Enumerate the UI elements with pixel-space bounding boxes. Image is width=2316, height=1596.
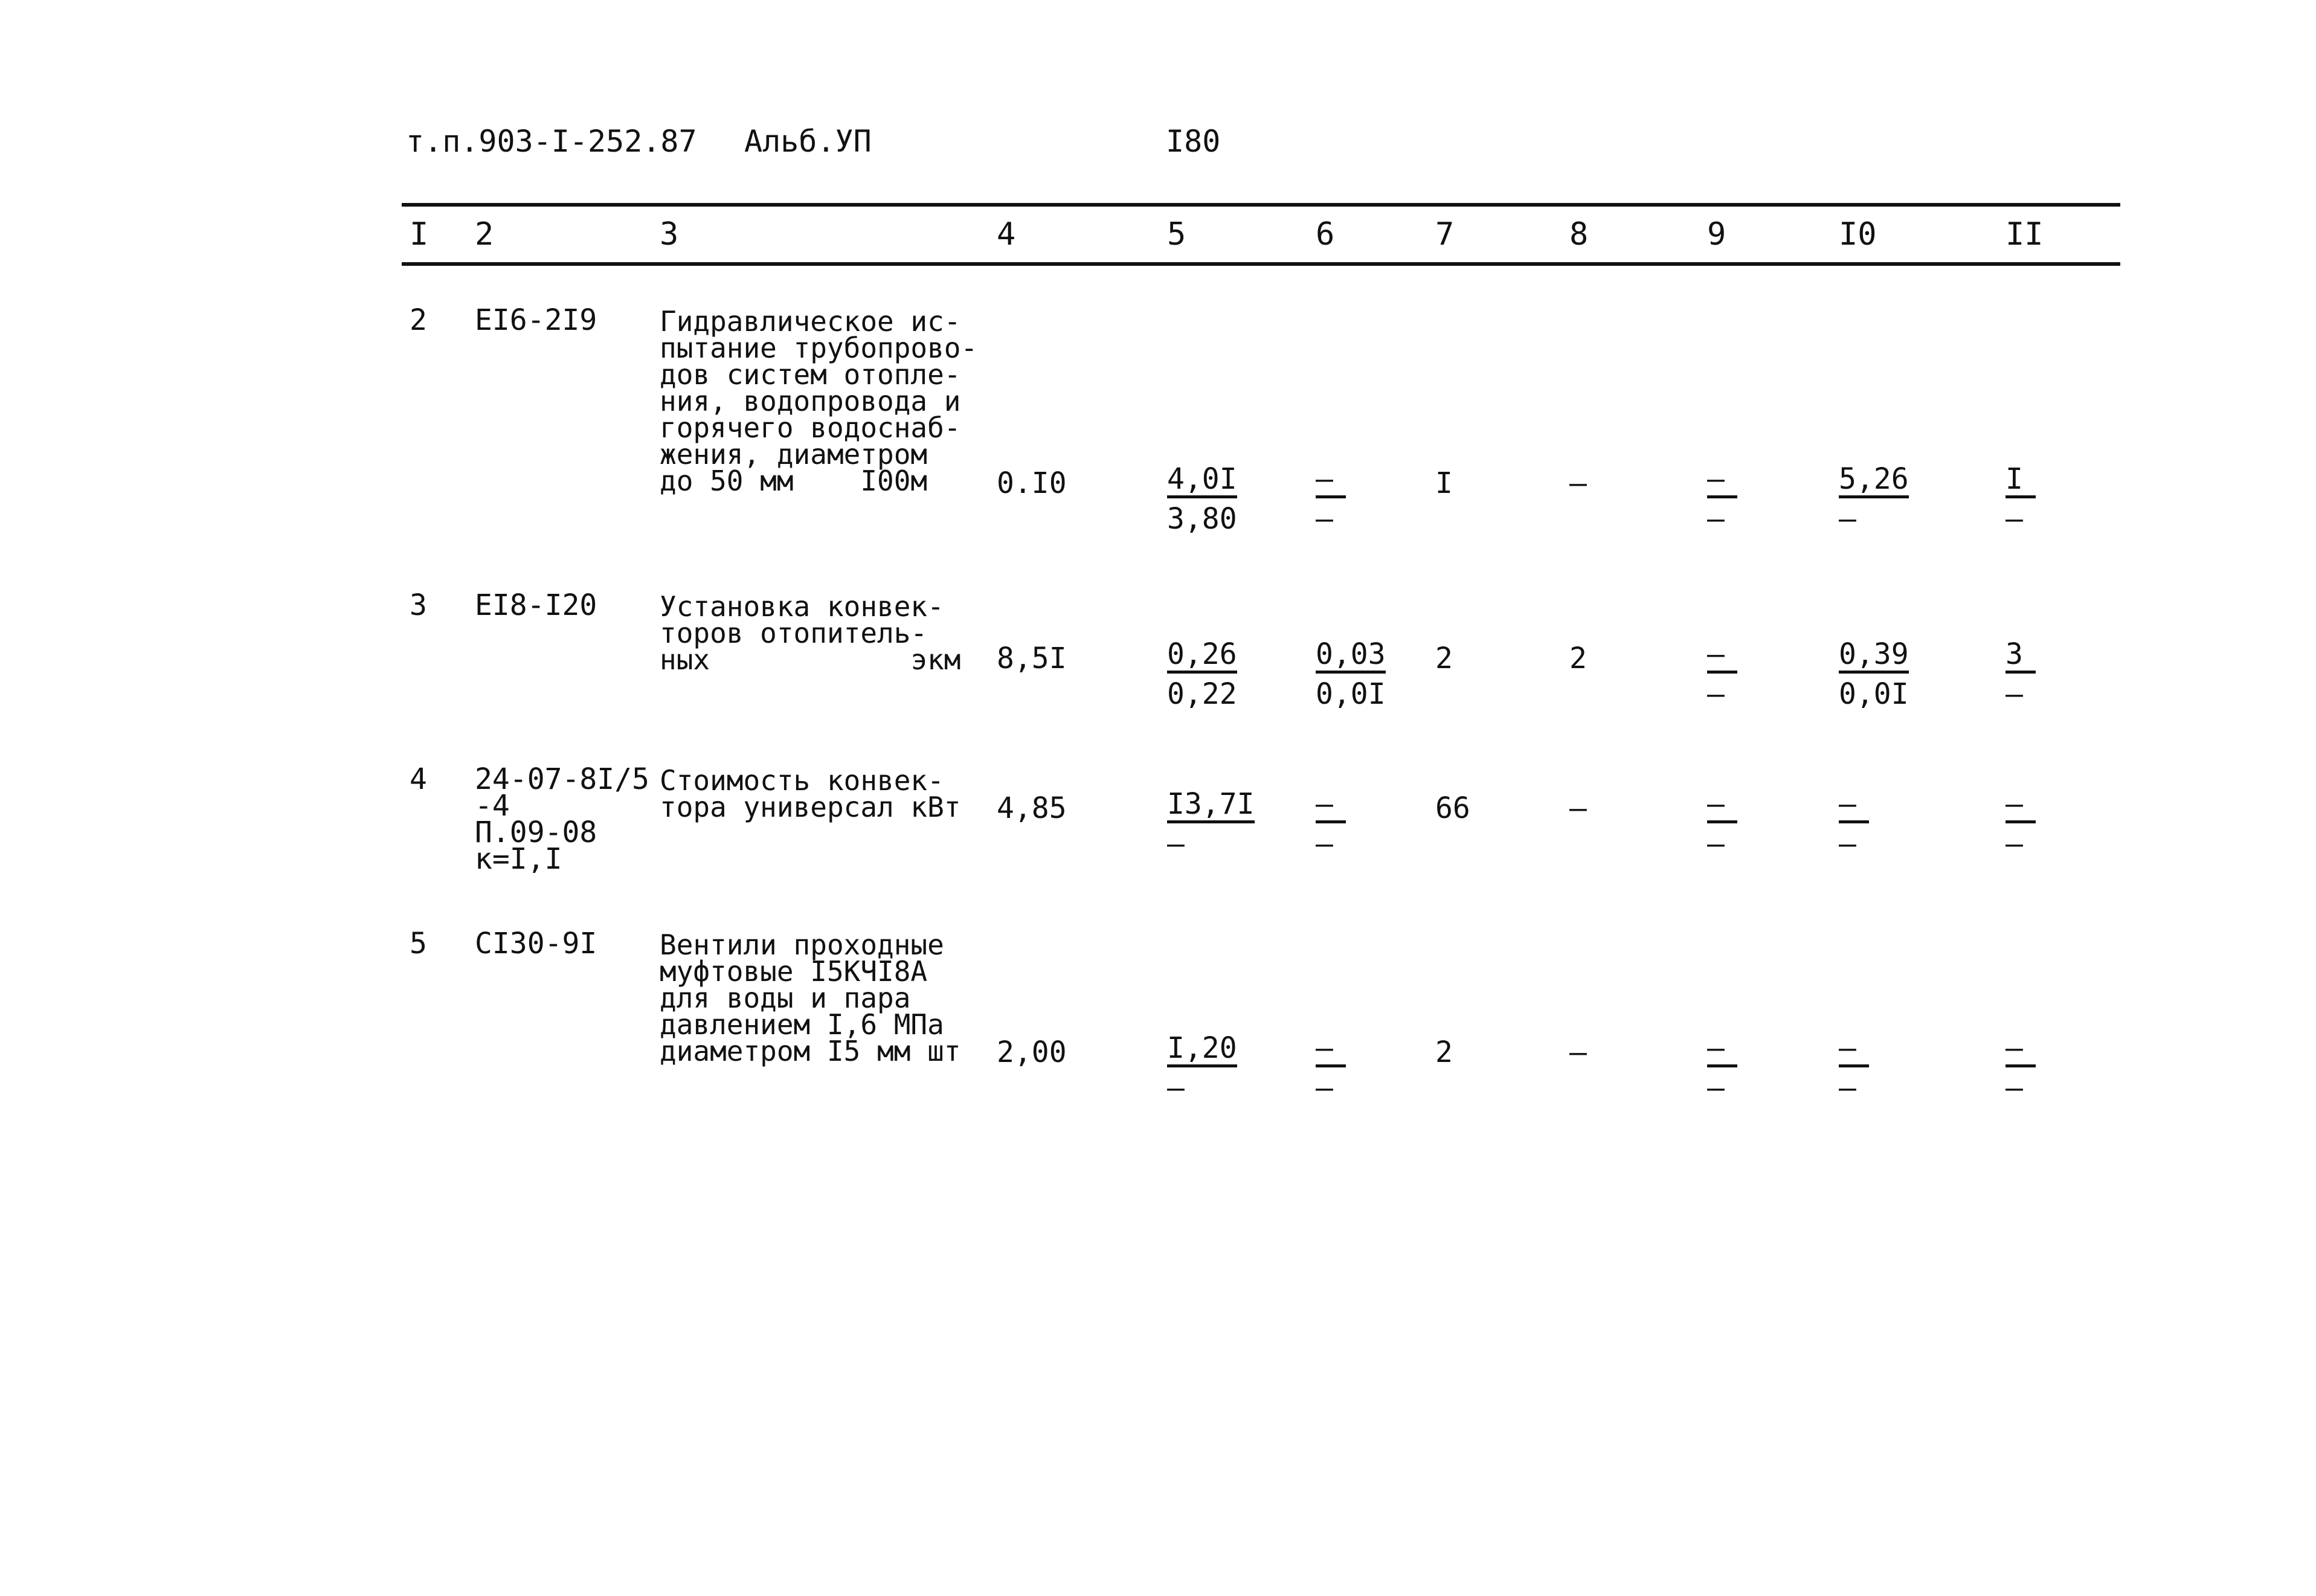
col10-subvalue: – xyxy=(1839,827,1856,861)
cost-fraction xyxy=(1167,1028,1282,1108)
cost-subvalue: 3,80 xyxy=(1167,502,1237,536)
col11-fraction xyxy=(2006,1028,2120,1108)
col9-subvalue: – xyxy=(1707,827,1725,861)
col11-value: I xyxy=(2006,462,2023,496)
work-description: Вентили проходные муфтовые I5КЧI8А для воды и пара давлением I,6 МПа диаметром I5 мм шт xyxy=(660,928,961,1067)
col9-value: – xyxy=(1707,462,1725,496)
cost-subvalue: – xyxy=(1167,1071,1185,1105)
norm-code: CI30-9I xyxy=(475,927,597,960)
col7-value: 2 xyxy=(1435,642,1453,675)
quantity: 2,00 xyxy=(997,1035,1067,1069)
col7-value: 66 xyxy=(1435,791,1470,825)
col7-value: I xyxy=(1435,466,1453,500)
col7-value: 2 xyxy=(1435,1035,1453,1069)
doc-code: т.п.903-I-252.87 xyxy=(406,124,697,159)
cost-value: I,20 xyxy=(1167,1031,1237,1065)
col6-fraction xyxy=(1316,1028,1430,1108)
cost-fraction xyxy=(1167,634,1282,714)
col8-value: 2 xyxy=(1569,642,1587,675)
row-number: 4 xyxy=(410,762,427,796)
col9-value: – xyxy=(1707,1031,1725,1065)
col9-value: – xyxy=(1707,787,1725,821)
col6-subvalue: – xyxy=(1316,502,1333,536)
col8-value: – xyxy=(1569,1035,1587,1069)
col10-subvalue: – xyxy=(1839,1071,1856,1105)
col9-fraction xyxy=(1707,634,1822,714)
col10-fraction xyxy=(1839,1028,1954,1108)
quantity: 0.I0 xyxy=(997,466,1067,500)
cost-value: 0,26 xyxy=(1167,637,1237,671)
col11-subvalue: – xyxy=(2006,1071,2023,1105)
header-bottom-rule xyxy=(402,262,2120,266)
norm-code: EI8-I20 xyxy=(475,588,597,622)
work-description: Стоимость конвек- тора универсал кВт xyxy=(660,764,961,823)
col8-value: – xyxy=(1569,466,1587,500)
col11-subvalue: – xyxy=(2006,677,2023,711)
album-label: Альб.УП xyxy=(744,124,872,159)
col-header-7: 7 xyxy=(1435,216,1455,253)
col6-value: – xyxy=(1316,1031,1333,1065)
col-header-10: I0 xyxy=(1839,216,1877,253)
col11-subvalue: – xyxy=(2006,827,2023,861)
col11-fraction xyxy=(2006,459,2120,539)
col-header-1: I xyxy=(410,216,429,253)
col9-fraction xyxy=(1707,1028,1822,1108)
col6-fraction xyxy=(1316,459,1430,539)
col-header-11: II xyxy=(2006,216,2044,253)
col6-fraction xyxy=(1316,784,1430,864)
col6-subvalue: 0,0I xyxy=(1316,677,1386,711)
col9-fraction xyxy=(1707,784,1822,864)
row-number: 5 xyxy=(410,927,427,960)
col6-subvalue: – xyxy=(1316,827,1333,861)
page-number: I80 xyxy=(1166,124,1221,159)
col9-value: – xyxy=(1707,637,1725,671)
col10-subvalue: – xyxy=(1839,502,1856,536)
cost-subvalue: 0,22 xyxy=(1167,677,1237,711)
col6-subvalue: – xyxy=(1316,1071,1333,1105)
col10-fraction xyxy=(1839,459,1954,539)
col-header-9: 9 xyxy=(1707,216,1726,253)
work-description: Установка конвек- торов отопитель- ных экм xyxy=(660,590,961,676)
cost-value: I3,7I xyxy=(1167,787,1255,821)
col-header-2: 2 xyxy=(475,216,494,253)
col11-value: – xyxy=(2006,1031,2023,1065)
col6-value: – xyxy=(1316,787,1333,821)
col6-value: 0,03 xyxy=(1316,637,1386,671)
col10-value: – xyxy=(1839,1031,1856,1065)
col10-value: 5,26 xyxy=(1839,462,1909,496)
col11-fraction xyxy=(2006,784,2120,864)
header-top-rule xyxy=(402,203,2120,207)
cost-value: 4,0I xyxy=(1167,462,1237,496)
col10-value: – xyxy=(1839,787,1856,821)
col-header-8: 8 xyxy=(1569,216,1589,253)
norm-code: EI6-2I9 xyxy=(475,303,597,337)
col11-value: 3 xyxy=(2006,637,2023,671)
quantity: 4,85 xyxy=(997,791,1067,825)
col10-fraction xyxy=(1839,784,1954,864)
cost-fraction xyxy=(1167,784,1282,864)
col6-value: – xyxy=(1316,462,1333,496)
work-description: Гидравлическое ис- пытание трубопрово- дов систем отопле- ния, водопровода и горячего водоснаб- жения, диаметром до 50 мм I00м xyxy=(660,305,978,497)
cost-subvalue: – xyxy=(1167,827,1185,861)
col11-subvalue: – xyxy=(2006,502,2023,536)
row-number: 2 xyxy=(410,303,427,337)
quantity: 8,5I xyxy=(997,642,1067,675)
col6-fraction xyxy=(1316,634,1430,714)
col9-subvalue: – xyxy=(1707,1071,1725,1105)
col9-fraction xyxy=(1707,459,1822,539)
col10-fraction xyxy=(1839,634,1954,714)
col11-fraction xyxy=(2006,634,2120,714)
col-header-3: 3 xyxy=(660,216,679,253)
col-header-4: 4 xyxy=(997,216,1016,253)
col9-subvalue: – xyxy=(1707,677,1725,711)
col-header-6: 6 xyxy=(1316,216,1335,253)
col10-value: 0,39 xyxy=(1839,637,1909,671)
col10-subvalue: 0,0I xyxy=(1839,677,1909,711)
col-header-5: 5 xyxy=(1167,216,1186,253)
col8-value: – xyxy=(1569,791,1587,825)
norm-code: 24-07-8I/5 -4 П.09-08 к=I,I xyxy=(475,762,649,876)
col9-subvalue: – xyxy=(1707,502,1725,536)
cost-fraction xyxy=(1167,459,1282,539)
col11-value: – xyxy=(2006,787,2023,821)
row-number: 3 xyxy=(410,588,427,622)
